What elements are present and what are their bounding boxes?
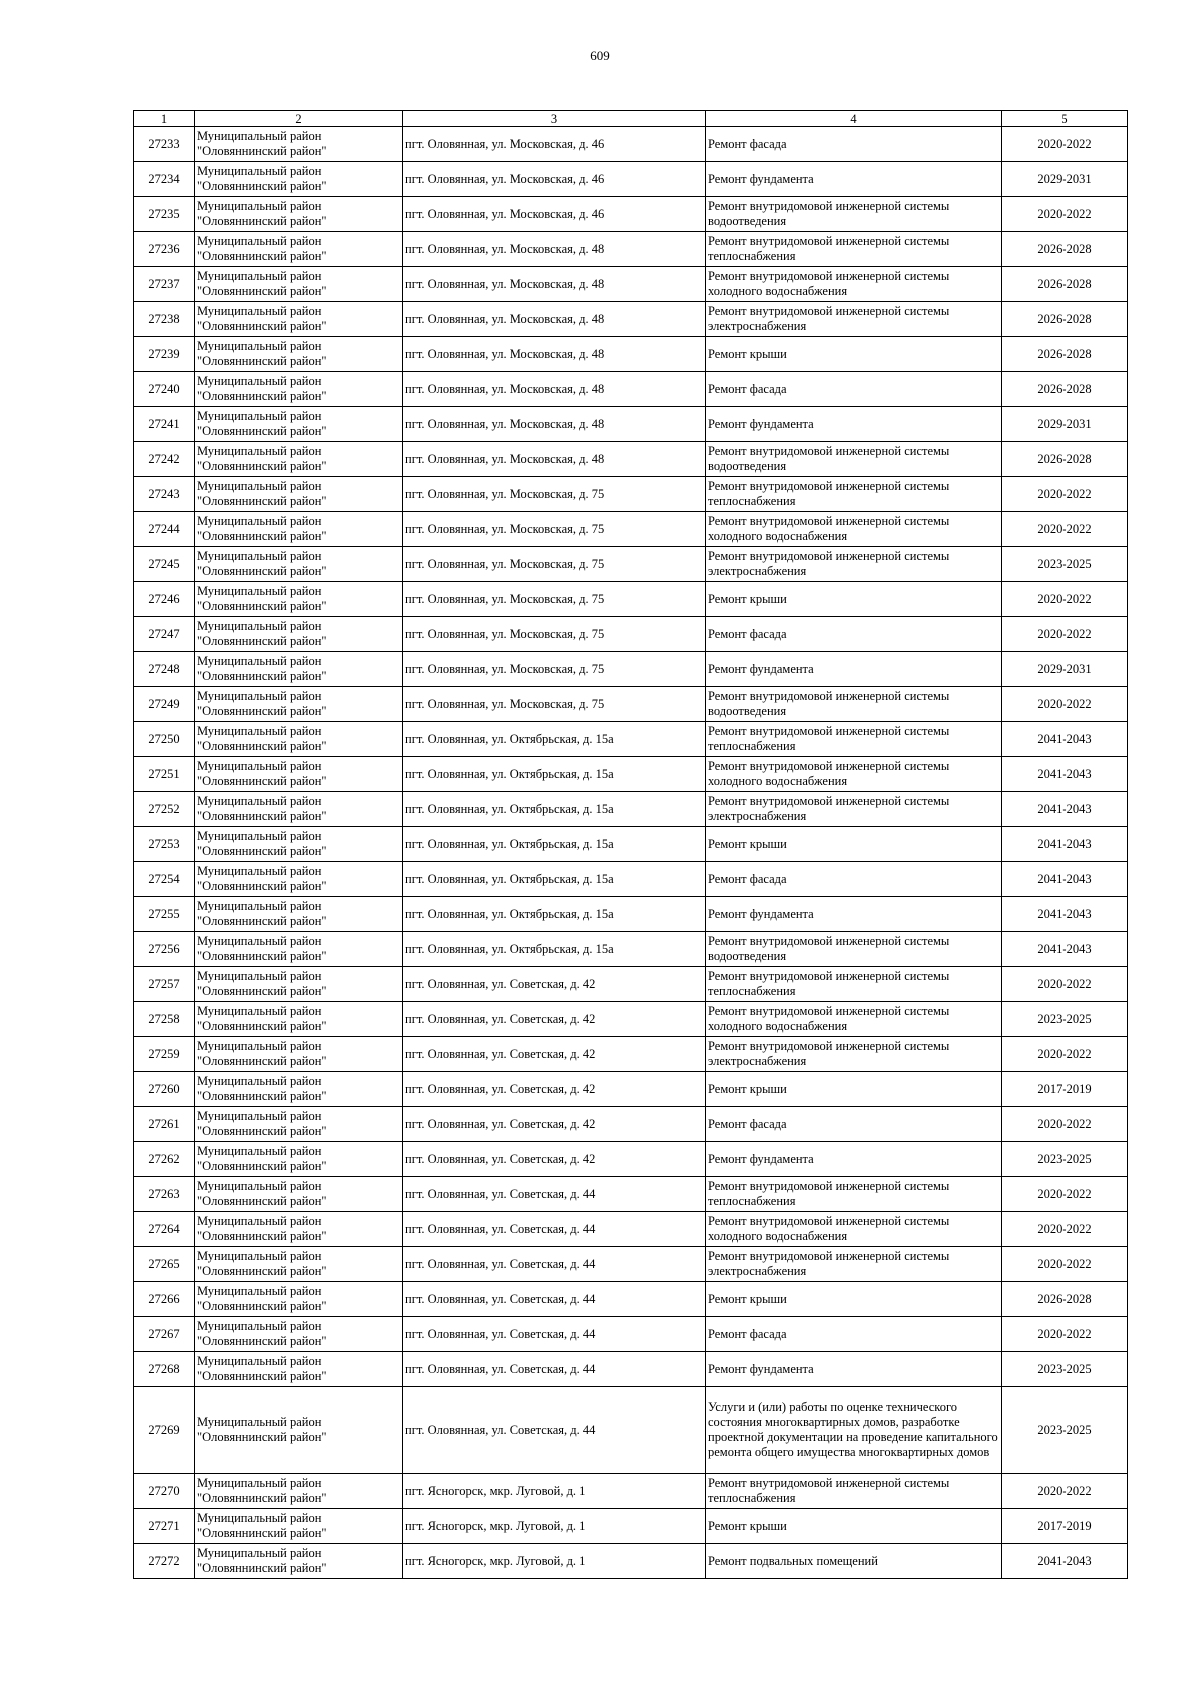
municipality-cell: Муниципальный район "Оловяннинский район" xyxy=(195,1387,403,1474)
municipality-cell: Муниципальный район "Оловяннинский район" xyxy=(195,442,403,477)
address-cell: пгт. Оловянная, ул. Московская, д. 46 xyxy=(403,197,706,232)
row-number: 27237 xyxy=(134,267,195,302)
work-type-cell: Ремонт внутридомовой инженерной системы электроснабжения xyxy=(706,1247,1002,1282)
table-row xyxy=(134,862,1128,897)
municipality-cell: Муниципальный район "Оловяннинский район" xyxy=(195,652,403,687)
municipality-cell: Муниципальный район "Оловяннинский район" xyxy=(195,372,403,407)
period-cell: 2026-2028 xyxy=(1002,1282,1128,1317)
address-cell: пгт. Оловянная, ул. Московская, д. 75 xyxy=(403,582,706,617)
period-cell: 2041-2043 xyxy=(1002,1544,1128,1579)
work-type-cell: Ремонт внутридомовой инженерной системы теплоснабжения xyxy=(706,1474,1002,1509)
table-row xyxy=(134,1002,1128,1037)
address-cell: пгт. Оловянная, ул. Советская, д. 42 xyxy=(403,1002,706,1037)
row-number: 27244 xyxy=(134,512,195,547)
address-cell: пгт. Оловянная, ул. Московская, д. 75 xyxy=(403,687,706,722)
table-row xyxy=(134,827,1128,862)
work-type-cell: Ремонт крыши xyxy=(706,1282,1002,1317)
municipality-cell: Муниципальный район "Оловяннинский район" xyxy=(195,1002,403,1037)
row-number: 27250 xyxy=(134,722,195,757)
row-number: 27257 xyxy=(134,967,195,1002)
period-cell: 2041-2043 xyxy=(1002,932,1128,967)
row-number: 27262 xyxy=(134,1142,195,1177)
municipality-cell: Муниципальный район "Оловяннинский район" xyxy=(195,407,403,442)
table-row xyxy=(134,1352,1128,1387)
table-row xyxy=(134,1474,1128,1509)
work-type-cell: Ремонт подвальных помещений xyxy=(706,1544,1002,1579)
municipality-cell: Муниципальный район "Оловяннинский район" xyxy=(195,792,403,827)
work-type-cell: Ремонт крыши xyxy=(706,827,1002,862)
period-cell: 2023-2025 xyxy=(1002,547,1128,582)
municipality-cell: Муниципальный район "Оловяннинский район" xyxy=(195,1474,403,1509)
address-cell: пгт. Оловянная, ул. Московская, д. 48 xyxy=(403,267,706,302)
address-cell: пгт. Оловянная, ул. Советская, д. 44 xyxy=(403,1282,706,1317)
work-type-cell: Ремонт внутридомовой инженерной системы холодного водоснабжения xyxy=(706,1212,1002,1247)
municipality-cell: Муниципальный район "Оловяннинский район" xyxy=(195,1212,403,1247)
registry-table xyxy=(133,110,1128,1579)
address-cell: пгт. Оловянная, ул. Советская, д. 42 xyxy=(403,1107,706,1142)
municipality-cell: Муниципальный район "Оловяннинский район" xyxy=(195,967,403,1002)
table-row xyxy=(134,372,1128,407)
table-row xyxy=(134,1509,1128,1544)
period-cell: 2020-2022 xyxy=(1002,582,1128,617)
row-number: 27258 xyxy=(134,1002,195,1037)
row-number: 27261 xyxy=(134,1107,195,1142)
municipality-cell: Муниципальный район "Оловяннинский район" xyxy=(195,1107,403,1142)
work-type-cell: Ремонт фундамента xyxy=(706,1352,1002,1387)
table-row xyxy=(134,967,1128,1002)
table-row xyxy=(134,1247,1128,1282)
period-cell: 2026-2028 xyxy=(1002,267,1128,302)
page-number: 609 xyxy=(590,48,610,63)
municipality-cell: Муниципальный район "Оловяннинский район" xyxy=(195,1544,403,1579)
period-cell: 2017-2019 xyxy=(1002,1509,1128,1544)
work-type-cell: Ремонт фундамента xyxy=(706,1142,1002,1177)
address-cell: пгт. Оловянная, ул. Советская, д. 42 xyxy=(403,1037,706,1072)
period-cell: 2020-2022 xyxy=(1002,127,1128,162)
municipality-cell: Муниципальный район "Оловяннинский район" xyxy=(195,617,403,652)
address-cell: пгт. Оловянная, ул. Московская, д. 48 xyxy=(403,407,706,442)
municipality-cell: Муниципальный район "Оловяннинский район" xyxy=(195,1317,403,1352)
table-row xyxy=(134,1212,1128,1247)
work-type-cell: Ремонт фасада xyxy=(706,862,1002,897)
period-cell: 2023-2025 xyxy=(1002,1387,1128,1474)
period-cell: 2029-2031 xyxy=(1002,652,1128,687)
table-row xyxy=(134,617,1128,652)
municipality-cell: Муниципальный район "Оловяннинский район" xyxy=(195,687,403,722)
address-cell: пгт. Оловянная, ул. Советская, д. 44 xyxy=(403,1177,706,1212)
table-row xyxy=(134,1142,1128,1177)
address-cell: пгт. Оловянная, ул. Октябрьская, д. 15а xyxy=(403,792,706,827)
period-cell: 2020-2022 xyxy=(1002,512,1128,547)
table-row xyxy=(134,1387,1128,1474)
address-cell: пгт. Оловянная, ул. Московская, д. 75 xyxy=(403,512,706,547)
municipality-cell: Муниципальный район "Оловяннинский район" xyxy=(195,267,403,302)
municipality-cell: Муниципальный район "Оловяннинский район" xyxy=(195,1509,403,1544)
work-type-cell: Ремонт внутридомовой инженерной системы электроснабжения xyxy=(706,547,1002,582)
table-row xyxy=(134,1072,1128,1107)
address-cell: пгт. Оловянная, ул. Московская, д. 75 xyxy=(403,652,706,687)
row-number: 27255 xyxy=(134,897,195,932)
row-number: 27242 xyxy=(134,442,195,477)
address-cell: пгт. Оловянная, ул. Московская, д. 46 xyxy=(403,127,706,162)
work-type-cell: Ремонт фундамента xyxy=(706,897,1002,932)
table-row xyxy=(134,337,1128,372)
address-cell: пгт. Оловянная, ул. Московская, д. 48 xyxy=(403,232,706,267)
municipality-cell: Муниципальный район "Оловяннинский район" xyxy=(195,1142,403,1177)
table-header-row xyxy=(134,111,1128,127)
table-row xyxy=(134,897,1128,932)
address-cell: пгт. Оловянная, ул. Октябрьская, д. 15а xyxy=(403,722,706,757)
work-type-cell: Ремонт внутридомовой инженерной системы электроснабжения xyxy=(706,1037,1002,1072)
municipality-cell: Муниципальный район "Оловяннинский район" xyxy=(195,932,403,967)
table-row xyxy=(134,932,1128,967)
period-cell: 2020-2022 xyxy=(1002,1037,1128,1072)
work-type-cell: Ремонт внутридомовой инженерной системы теплоснабжения xyxy=(706,722,1002,757)
table-row xyxy=(134,792,1128,827)
municipality-cell: Муниципальный район "Оловяннинский район" xyxy=(195,1072,403,1107)
address-cell: пгт. Оловянная, ул. Московская, д. 75 xyxy=(403,477,706,512)
period-cell: 2023-2025 xyxy=(1002,1352,1128,1387)
work-type-cell: Услуги и (или) работы по оценке технического состояния многоквартирных домов, разработке проектной документации на проведение капитального ремонта общего имущества многоквартирных домов xyxy=(706,1387,1002,1474)
period-cell: 2020-2022 xyxy=(1002,1177,1128,1212)
period-cell: 2023-2025 xyxy=(1002,1142,1128,1177)
table-row xyxy=(134,407,1128,442)
period-cell: 2020-2022 xyxy=(1002,477,1128,512)
work-type-cell: Ремонт фундамента xyxy=(706,652,1002,687)
address-cell: пгт. Оловянная, ул. Московская, д. 46 xyxy=(403,162,706,197)
column-header-3: 3 xyxy=(403,111,706,127)
period-cell: 2020-2022 xyxy=(1002,1474,1128,1509)
table-row xyxy=(134,1177,1128,1212)
address-cell: пгт. Оловянная, ул. Московская, д. 48 xyxy=(403,337,706,372)
address-cell: пгт. Оловянная, ул. Советская, д. 42 xyxy=(403,967,706,1002)
row-number: 27233 xyxy=(134,127,195,162)
row-number: 27268 xyxy=(134,1352,195,1387)
municipality-cell: Муниципальный район "Оловяннинский район" xyxy=(195,232,403,267)
row-number: 27267 xyxy=(134,1317,195,1352)
work-type-cell: Ремонт внутридомовой инженерной системы электроснабжения xyxy=(706,302,1002,337)
address-cell: пгт. Оловянная, ул. Советская, д. 44 xyxy=(403,1352,706,1387)
work-type-cell: Ремонт фасада xyxy=(706,1107,1002,1142)
table-row xyxy=(134,162,1128,197)
address-cell: пгт. Оловянная, ул. Советская, д. 44 xyxy=(403,1247,706,1282)
municipality-cell: Муниципальный район "Оловяннинский район" xyxy=(195,302,403,337)
table-row xyxy=(134,1107,1128,1142)
address-cell: пгт. Оловянная, ул. Октябрьская, д. 15а xyxy=(403,862,706,897)
work-type-cell: Ремонт фундамента xyxy=(706,407,1002,442)
row-number: 27243 xyxy=(134,477,195,512)
period-cell: 2041-2043 xyxy=(1002,897,1128,932)
work-type-cell: Ремонт внутридомовой инженерной системы водоотведения xyxy=(706,197,1002,232)
municipality-cell: Муниципальный район "Оловяннинский район" xyxy=(195,827,403,862)
period-cell: 2020-2022 xyxy=(1002,617,1128,652)
work-type-cell: Ремонт фасада xyxy=(706,127,1002,162)
address-cell: пгт. Оловянная, ул. Московская, д. 75 xyxy=(403,617,706,652)
period-cell: 2041-2043 xyxy=(1002,862,1128,897)
row-number: 27260 xyxy=(134,1072,195,1107)
address-cell: пгт. Ясногорск, мкр. Луговой, д. 1 xyxy=(403,1544,706,1579)
work-type-cell: Ремонт фасада xyxy=(706,1317,1002,1352)
row-number: 27234 xyxy=(134,162,195,197)
municipality-cell: Муниципальный район "Оловяннинский район" xyxy=(195,197,403,232)
municipality-cell: Муниципальный район "Оловяннинский район" xyxy=(195,1177,403,1212)
municipality-cell: Муниципальный район "Оловяннинский район" xyxy=(195,162,403,197)
row-number: 27252 xyxy=(134,792,195,827)
row-number: 27241 xyxy=(134,407,195,442)
work-type-cell: Ремонт внутридомовой инженерной системы электроснабжения xyxy=(706,792,1002,827)
column-header-5: 5 xyxy=(1002,111,1128,127)
row-number: 27271 xyxy=(134,1509,195,1544)
address-cell: пгт. Оловянная, ул. Октябрьская, д. 15а xyxy=(403,827,706,862)
row-number: 27265 xyxy=(134,1247,195,1282)
work-type-cell: Ремонт внутридомовой инженерной системы холодного водоснабжения xyxy=(706,1002,1002,1037)
row-number: 27238 xyxy=(134,302,195,337)
table-row xyxy=(134,127,1128,162)
column-header-2: 2 xyxy=(195,111,403,127)
work-type-cell: Ремонт крыши xyxy=(706,582,1002,617)
municipality-cell: Муниципальный район "Оловяннинский район" xyxy=(195,477,403,512)
work-type-cell: Ремонт внутридомовой инженерной системы водоотведения xyxy=(706,932,1002,967)
row-number: 27259 xyxy=(134,1037,195,1072)
municipality-cell: Муниципальный район "Оловяннинский район" xyxy=(195,1247,403,1282)
period-cell: 2020-2022 xyxy=(1002,1247,1128,1282)
address-cell: пгт. Ясногорск, мкр. Луговой, д. 1 xyxy=(403,1509,706,1544)
municipality-cell: Муниципальный район "Оловяннинский район" xyxy=(195,337,403,372)
address-cell: пгт. Оловянная, ул. Октябрьская, д. 15а xyxy=(403,932,706,967)
period-cell: 2026-2028 xyxy=(1002,337,1128,372)
table-row xyxy=(134,442,1128,477)
table-row xyxy=(134,722,1128,757)
municipality-cell: Муниципальный район "Оловяннинский район" xyxy=(195,1352,403,1387)
work-type-cell: Ремонт внутридомовой инженерной системы водоотведения xyxy=(706,687,1002,722)
municipality-cell: Муниципальный район "Оловяннинский район" xyxy=(195,1037,403,1072)
work-type-cell: Ремонт внутридомовой инженерной системы водоотведения xyxy=(706,442,1002,477)
municipality-cell: Муниципальный район "Оловяннинский район" xyxy=(195,722,403,757)
address-cell: пгт. Оловянная, ул. Московская, д. 75 xyxy=(403,547,706,582)
period-cell: 2041-2043 xyxy=(1002,792,1128,827)
row-number: 27263 xyxy=(134,1177,195,1212)
work-type-cell: Ремонт внутридомовой инженерной системы теплоснабжения xyxy=(706,967,1002,1002)
period-cell: 2020-2022 xyxy=(1002,967,1128,1002)
period-cell: 2020-2022 xyxy=(1002,1107,1128,1142)
municipality-cell: Муниципальный район "Оловяннинский район" xyxy=(195,127,403,162)
address-cell: пгт. Ясногорск, мкр. Луговой, д. 1 xyxy=(403,1474,706,1509)
column-header-1: 1 xyxy=(134,111,195,127)
table-row xyxy=(134,687,1128,722)
table-row xyxy=(134,1282,1128,1317)
municipality-cell: Муниципальный район "Оловяннинский район" xyxy=(195,897,403,932)
table-row xyxy=(134,547,1128,582)
table-row xyxy=(134,582,1128,617)
work-type-cell: Ремонт фундамента xyxy=(706,162,1002,197)
work-type-cell: Ремонт внутридомовой инженерной системы теплоснабжения xyxy=(706,232,1002,267)
address-cell: пгт. Оловянная, ул. Московская, д. 48 xyxy=(403,302,706,337)
period-cell: 2026-2028 xyxy=(1002,442,1128,477)
address-cell: пгт. Оловянная, ул. Московская, д. 48 xyxy=(403,372,706,407)
work-type-cell: Ремонт внутридомовой инженерной системы холодного водоснабжения xyxy=(706,267,1002,302)
row-number: 27256 xyxy=(134,932,195,967)
table-row xyxy=(134,302,1128,337)
period-cell: 2020-2022 xyxy=(1002,687,1128,722)
work-type-cell: Ремонт внутридомовой инженерной системы теплоснабжения xyxy=(706,477,1002,512)
municipality-cell: Муниципальный район "Оловяннинский район" xyxy=(195,757,403,792)
row-number: 27239 xyxy=(134,337,195,372)
municipality-cell: Муниципальный район "Оловяннинский район" xyxy=(195,582,403,617)
address-cell: пгт. Оловянная, ул. Советская, д. 42 xyxy=(403,1072,706,1107)
period-cell: 2020-2022 xyxy=(1002,1317,1128,1352)
period-cell: 2029-2031 xyxy=(1002,162,1128,197)
table-row xyxy=(134,1544,1128,1579)
row-number: 27266 xyxy=(134,1282,195,1317)
address-cell: пгт. Оловянная, ул. Советская, д. 44 xyxy=(403,1212,706,1247)
municipality-cell: Муниципальный район "Оловяннинский район" xyxy=(195,512,403,547)
address-cell: пгт. Оловянная, ул. Советская, д. 42 xyxy=(403,1142,706,1177)
row-number: 27245 xyxy=(134,547,195,582)
municipality-cell: Муниципальный район "Оловяннинский район" xyxy=(195,1282,403,1317)
work-type-cell: Ремонт крыши xyxy=(706,1072,1002,1107)
table-row xyxy=(134,757,1128,792)
row-number: 27251 xyxy=(134,757,195,792)
address-cell: пгт. Оловянная, ул. Советская, д. 44 xyxy=(403,1387,706,1474)
table-row xyxy=(134,1317,1128,1352)
row-number: 27253 xyxy=(134,827,195,862)
address-cell: пгт. Оловянная, ул. Октябрьская, д. 15а xyxy=(403,757,706,792)
column-header-4: 4 xyxy=(706,111,1002,127)
row-number: 27246 xyxy=(134,582,195,617)
row-number: 27269 xyxy=(134,1387,195,1474)
period-cell: 2029-2031 xyxy=(1002,407,1128,442)
work-type-cell: Ремонт фасада xyxy=(706,372,1002,407)
address-cell: пгт. Оловянная, ул. Московская, д. 48 xyxy=(403,442,706,477)
table-row xyxy=(134,477,1128,512)
row-number: 27236 xyxy=(134,232,195,267)
period-cell: 2020-2022 xyxy=(1002,1212,1128,1247)
row-number: 27264 xyxy=(134,1212,195,1247)
row-number: 27235 xyxy=(134,197,195,232)
work-type-cell: Ремонт внутридомовой инженерной системы теплоснабжения xyxy=(706,1177,1002,1212)
row-number: 27272 xyxy=(134,1544,195,1579)
address-cell: пгт. Оловянная, ул. Советская, д. 44 xyxy=(403,1317,706,1352)
work-type-cell: Ремонт крыши xyxy=(706,1509,1002,1544)
row-number: 27240 xyxy=(134,372,195,407)
table-row xyxy=(134,512,1128,547)
row-number: 27270 xyxy=(134,1474,195,1509)
work-type-cell: Ремонт крыши xyxy=(706,337,1002,372)
address-cell: пгт. Оловянная, ул. Октябрьская, д. 15а xyxy=(403,897,706,932)
row-number: 27248 xyxy=(134,652,195,687)
table-row xyxy=(134,1037,1128,1072)
table-row xyxy=(134,267,1128,302)
period-cell: 2026-2028 xyxy=(1002,232,1128,267)
row-number: 27254 xyxy=(134,862,195,897)
municipality-cell: Муниципальный район "Оловяннинский район" xyxy=(195,862,403,897)
period-cell: 2020-2022 xyxy=(1002,197,1128,232)
period-cell: 2026-2028 xyxy=(1002,302,1128,337)
municipality-cell: Муниципальный район "Оловяннинский район" xyxy=(195,547,403,582)
period-cell: 2041-2043 xyxy=(1002,827,1128,862)
period-cell: 2041-2043 xyxy=(1002,757,1128,792)
table-body xyxy=(134,127,1128,1579)
period-cell: 2041-2043 xyxy=(1002,722,1128,757)
table-row xyxy=(134,197,1128,232)
work-type-cell: Ремонт внутридомовой инженерной системы холодного водоснабжения xyxy=(706,757,1002,792)
table-row xyxy=(134,232,1128,267)
period-cell: 2023-2025 xyxy=(1002,1002,1128,1037)
table-row xyxy=(134,652,1128,687)
period-cell: 2017-2019 xyxy=(1002,1072,1128,1107)
row-number: 27247 xyxy=(134,617,195,652)
row-number: 27249 xyxy=(134,687,195,722)
work-type-cell: Ремонт внутридомовой инженерной системы холодного водоснабжения xyxy=(706,512,1002,547)
work-type-cell: Ремонт фасада xyxy=(706,617,1002,652)
period-cell: 2026-2028 xyxy=(1002,372,1128,407)
